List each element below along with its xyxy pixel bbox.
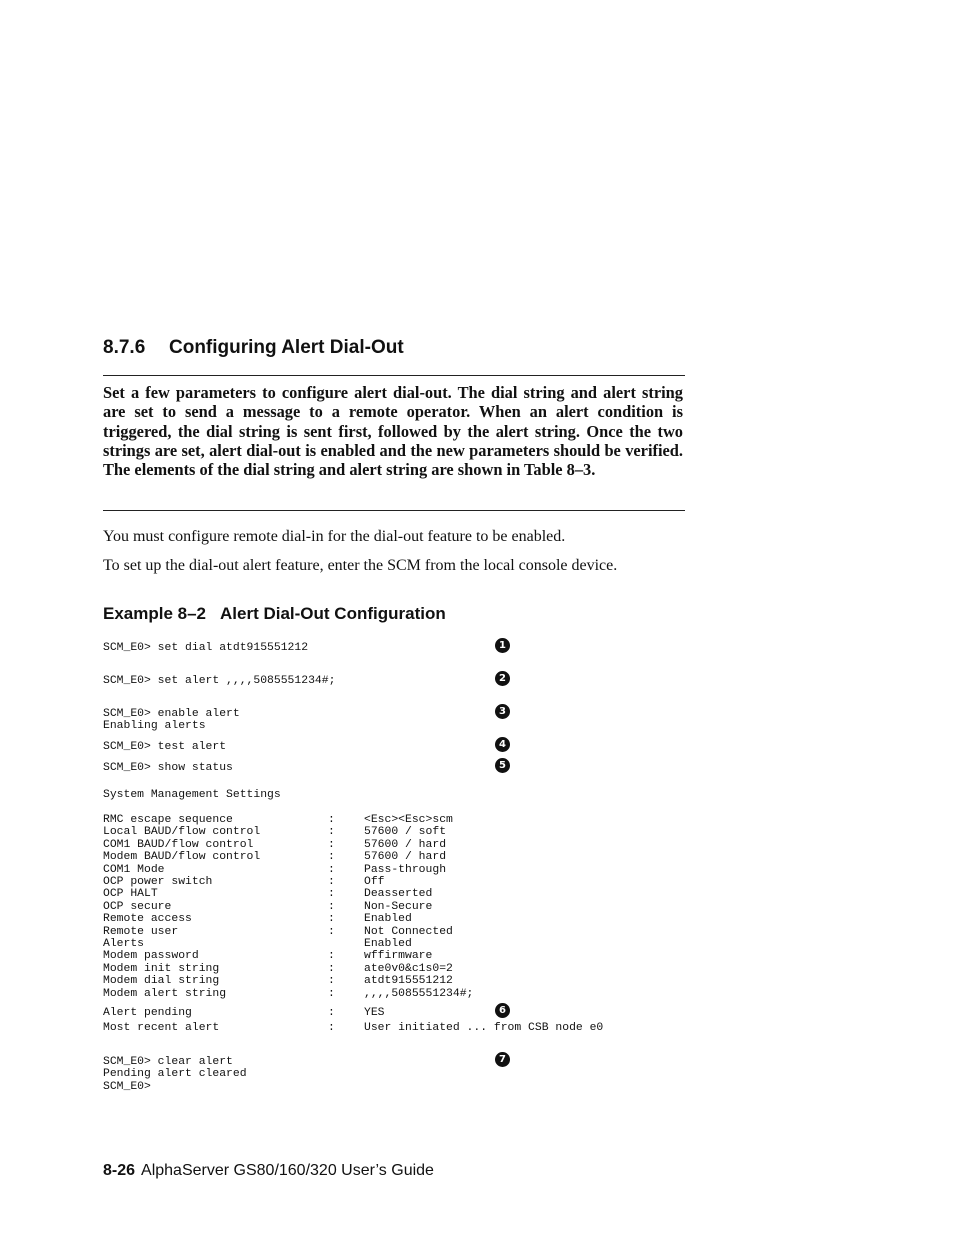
settings-row: Most recent alert : User initiated ... from CSB node e0	[103, 1021, 604, 1034]
settings-row: OCP secure : Non-Secure	[103, 900, 433, 913]
code-test-alert: SCM_E0> test alert	[103, 741, 227, 753]
callout-5-icon: 5	[495, 758, 510, 773]
code-show-status: SCM_E0> show status	[103, 762, 233, 774]
settings-table	[103, 814, 603, 1034]
page-footer	[103, 1162, 434, 1180]
settings-row: Local BAUD/flow control : 57600 / soft	[103, 826, 447, 839]
intro-bottom-rule	[103, 510, 685, 511]
example-number: Example 8–2	[103, 604, 207, 623]
book-title: AlphaServer GS80/160/320 User’s Guide	[141, 1162, 434, 1179]
code-set-dial: SCM_E0> set dial atdt915551212	[103, 642, 309, 654]
callout-1-icon: 1	[495, 638, 510, 653]
settings-row: Modem password : wffirmware	[103, 950, 433, 963]
section-title: Configuring Alert Dial-Out	[169, 337, 404, 358]
code-clear-alert: SCM_E0> clear alert Pending alert cleared SCM_E0>	[103, 1056, 247, 1093]
code-enable-alert: SCM_E0> enable alert Enabling alerts	[103, 708, 240, 733]
code-set-alert: SCM_E0> set alert ,,,,5085551234#;	[103, 675, 336, 687]
settings-header: System Management Settings	[103, 789, 281, 801]
callout-4-icon: 4	[495, 737, 510, 752]
settings-row: COM1 Mode : Pass-through	[103, 863, 447, 876]
settings-row: Remote access : Enabled	[103, 913, 412, 926]
callout-2-icon: 2	[495, 671, 510, 686]
settings-row: Modem init string : ate0v0&c1s0=2	[103, 962, 453, 975]
settings-row: OCP HALT : Deasserted	[103, 888, 433, 901]
settings-row: Modem dial string : atdt915551212	[103, 975, 453, 988]
settings-row: Alerts Enabled	[103, 938, 412, 951]
settings-row: Remote user : Not Connected	[103, 925, 453, 938]
callout-6-icon: 6	[495, 1003, 510, 1018]
settings-row: RMC escape sequence : <Esc><Esc>scm	[103, 814, 453, 826]
callout-7-icon: 7	[495, 1052, 510, 1067]
example-title: Alert Dial-Out Configuration	[220, 604, 446, 623]
intro-top-rule	[103, 375, 685, 376]
callout-3-icon: 3	[495, 704, 510, 719]
settings-row: Modem BAUD/flow control : 57600 / hard	[103, 851, 447, 864]
body-paragraph-dial-in: You must configure remote dial-in for the dial-out feature to be enabled.	[103, 528, 566, 545]
section-heading	[103, 337, 404, 359]
intro-paragraph: Set a few parameters to configure alert dial-out. The dial string and alert string are set to send a message to a remote operator. When an alert condition is triggered, the dial string is sent first, followed by the alert string. Once the two strings are set, alert dial-out is enabled and the new parameters should be verified. The elements of the dial string and alert string are shown in Table 8–3.	[103, 383, 683, 480]
section-number: 8.7.6	[103, 337, 146, 358]
page-number: 8-26	[103, 1162, 136, 1179]
body-paragraph-setup: To set up the dial-out alert feature, enter the SCM from the local console device.	[103, 557, 618, 574]
settings-row: OCP power switch : Off	[103, 876, 385, 889]
settings-row: COM1 BAUD/flow control : 57600 / hard	[103, 838, 447, 851]
settings-row: Modem alert string : ,,,,5085551234#;	[103, 987, 474, 1000]
example-heading	[103, 604, 446, 624]
settings-row: Alert pending : YES	[103, 1006, 385, 1019]
